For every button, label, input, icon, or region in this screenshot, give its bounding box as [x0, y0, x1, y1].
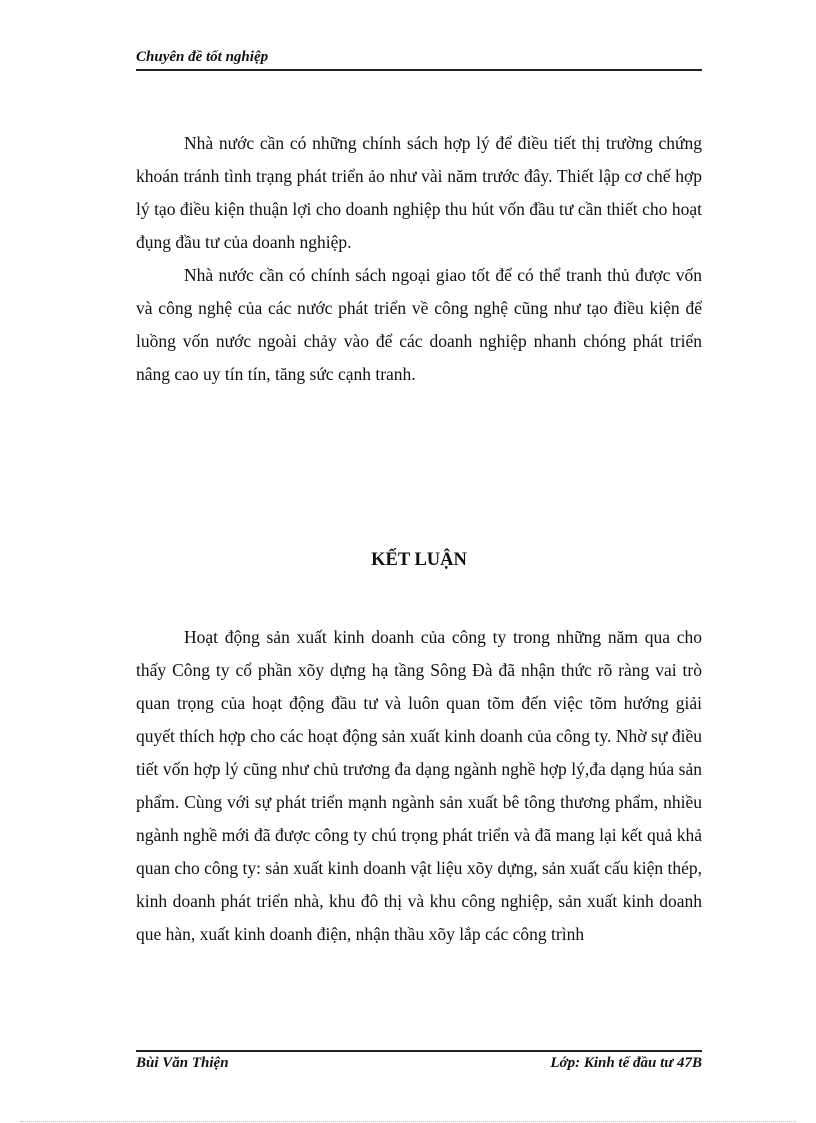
footer-class-label: Lớp: Kinh tế đầu tư 47B [550, 1055, 702, 1071]
section-heading: KẾT LUẬN [371, 550, 467, 570]
body-paragraph: Nhà nước cần có chính sách ngoại giao tốt để có thể tranh thủ được vốn và công nghệ của các nước phát triển về công nghệ cũng như tạo điều kiện để luồng vốn nước ngoài chảy vào để các doanh nghiệp nhanh chóng phát triển nâng cao uy tín tín, tăng sức cạnh tranh. [136, 265, 702, 384]
page-bottom-border [20, 1121, 796, 1122]
body-paragraph: Nhà nước cần có những chính sách hợp lý để điều tiết thị trường chứng khoán tránh tình trạng phát triển ảo như vài năm trước đây. Thiết lập cơ chế hợp lý tạo điều kiện thuận lợi cho doanh nghiệp thu hút vốn đầu tư cần thiết cho hoạt đụng đầu tư của doanh nghiệp. [136, 133, 702, 252]
footer-author: Bùi Văn Thiện [136, 1055, 229, 1071]
header-rule [136, 69, 702, 71]
footer-rule [136, 1050, 702, 1052]
page-header-title: Chuyên đề tốt nghiệp [136, 49, 269, 65]
body-paragraph: Hoạt động sản xuất kinh doanh của công ty trong những năm qua cho thấy Công ty cổ phần xõy dựng hạ tầng Sông Đà đã nhận thức rõ ràng vai trò quan trọng của hoạt động đầu tư và luôn quan tõm đến việc tõm hướng giải quyết thích hợp cho các hoạt động sản xuất kinh doanh của công ty. Nhờ sự điều tiết vốn hợp lý cũng như chủ trương đa dạng ngành nghề hợp lý,đa dạng húa sản phẩm. Cùng với sự phát triển mạnh ngành sản xuất bê tông thương phẩm, nhiều ngành nghề mới đã được công ty chú trọng phát triển và đã mang lại kết quả khả quan cho công ty: sản xuất kinh doanh vật liệu xõy dựng, sản xuất cấu kiện thép, kinh doanh phát triển nhà, khu đô thị và khu công nghiệp, sản xuất kinh doanh que hàn, xuất kinh doanh điện, nhận thầu xõy lắp các công trình [136, 627, 702, 944]
